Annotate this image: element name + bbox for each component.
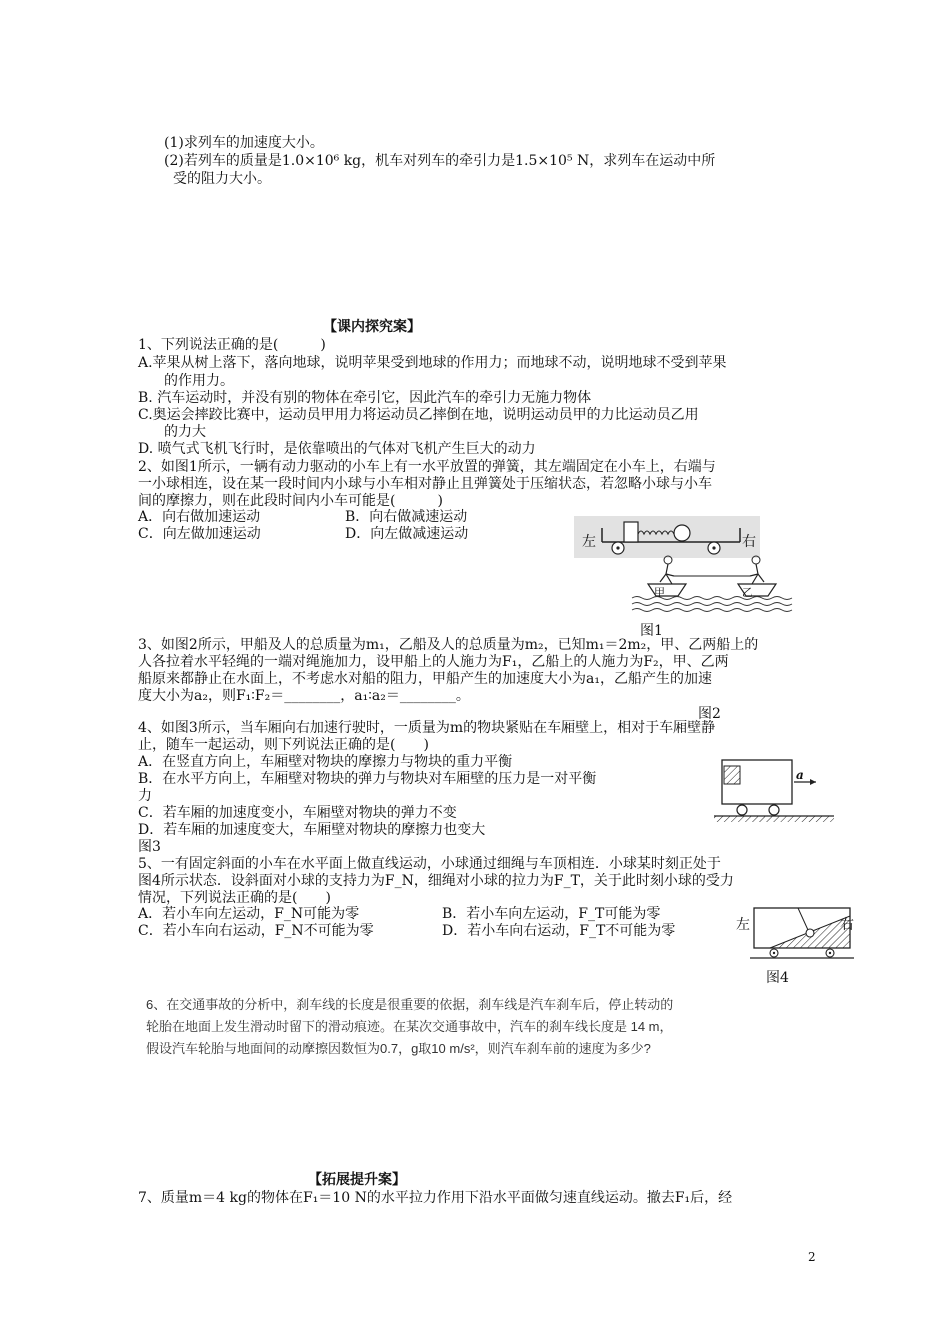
- figure-2-boat-b-label: 乙: [742, 586, 753, 599]
- problem-1-option-c-cont: 的力大: [164, 424, 206, 440]
- problem-5-option-c: C．若小车向右运动，F_N不可能为零: [138, 923, 374, 939]
- problem-3-line-4: 度大小为a₂，则F₁∶F₂＝________，a₁∶a₂＝________。: [138, 688, 470, 704]
- figure-3-carriage-diagram: [712, 756, 836, 828]
- problem-1-option-a: A.苹果从树上落下，落向地球，说明苹果受到地球的作用力；而地球不动，说明地球不受到苹果: [138, 355, 727, 371]
- figure-2-caption: 图2: [698, 706, 721, 722]
- problem-5-line-2: 图4所示状态．设斜面对小球的支持力为F_N，细绳对小球的拉力为F_T，关于此时刻小球的受力: [138, 873, 734, 889]
- problem-1-option-b: B. 汽车运动时，并没有别的物体在牵引它，因此汽车的牵引力无施力物体: [138, 390, 592, 406]
- page-number: 2: [808, 1250, 816, 1264]
- problem-4-option-b: B．在水平方向上，车厢壁对物块的弹力与物块对车厢壁的压力是一对平衡: [138, 771, 597, 787]
- problem-6-line-2: 轮胎在地面上发生滑动时留下的滑动痕迹。在某次交通事故中，汽车的刹车线长度是 14 m，: [146, 1019, 673, 1034]
- problem-2-line-3: 间的摩擦力，则在此段时间内小车可能是( ): [138, 493, 443, 509]
- section-heading-extension: 【拓展提升案】: [308, 1172, 406, 1188]
- problem-2-line-1: 2、如图1所示，一辆有动力驱动的小车上有一水平放置的弹簧，其左端固定在小车上，右端与: [138, 459, 716, 475]
- problem-4-option-d: D．若车厢的加速度变大，车厢壁对物块的摩擦力也变大: [138, 822, 486, 838]
- figure-4-caption: 图4: [766, 970, 789, 986]
- figure-1-caption: 图1: [640, 623, 663, 639]
- problem-2-option-a: A．向右做加速运动: [138, 509, 261, 525]
- section-heading-in-class: 【课内探究案】: [323, 319, 421, 335]
- intro-question-1: (1)求列车的加速度大小。: [164, 135, 324, 151]
- problem-2-option-d: D．向左做减速运动: [345, 526, 469, 542]
- problem-5-option-b: B．若小车向左运动，F_T可能为零: [442, 906, 661, 922]
- figure-4-incline-cart-diagram: [750, 906, 854, 964]
- problem-1-option-d: D. 喷气式飞机飞行时，是依靠喷出的气体对飞机产生巨大的动力: [138, 441, 536, 457]
- problem-1-option-c: C.奥运会摔跤比赛中，运动员甲用力将运动员乙摔倒在地，说明运动员甲的力比运动员乙用: [138, 407, 699, 423]
- problem-1-stem: 1、下列说法正确的是( ): [138, 337, 326, 353]
- problem-6-line-1: 6、在交通事故的分析中，刹车线的长度是很重要的依据，刹车线是汽车刹车后，停止转动的: [146, 997, 674, 1012]
- problem-5-option-d: D．若小车向右运动，F_T不可能为零: [442, 923, 676, 939]
- problem-3-line-2: 人各拉着水平轻绳的一端对绳施加力，设甲船上的人施力为F₁，乙船上的人施力为F₂，甲、乙两: [138, 654, 729, 670]
- figure-3-acceleration-label: a: [796, 768, 804, 782]
- problem-1-option-a-cont: 的作用力。: [164, 373, 234, 389]
- problem-4-option-c: C．若车厢的加速度变小，车厢壁对物块的弹力不变: [138, 805, 457, 821]
- problem-3-line-1: 3、如图2所示，甲船及人的总质量为m₁，乙船及人的总质量为m₂，已知m₁＝2m₂，甲、乙两船上的: [138, 637, 759, 653]
- figure-3-caption: 图3: [138, 839, 161, 855]
- problem-4-line-1: 4、如图3所示，当车厢向右加速行驶时，一质量为m的物块紧贴在车厢壁上，相对于车厢壁静: [138, 720, 716, 736]
- problem-4-option-b-cont: 力: [138, 788, 152, 804]
- problem-4-line-2: 止，随车一起运动，则下列说法正确的是( ): [138, 737, 429, 753]
- problem-5-line-3: 情况，下列说法正确的是( ): [138, 890, 331, 906]
- problem-3-line-3: 船原来都静止在水面上，不考虑水对船的阻力，甲船产生的加速度大小为a₁，乙船产生的加速: [138, 671, 712, 687]
- problem-5-line-1: 5、一有固定斜面的小车在水平面上做直线运动，小球通过细绳与车顶相连．小球某时刻正处于: [138, 856, 721, 872]
- figure-4-right-label: 右: [840, 917, 854, 933]
- problem-5-option-a: A．若小车向左运动，F_N可能为零: [138, 906, 360, 922]
- figure-1-left-label: 左: [582, 534, 596, 550]
- problem-2-line-2: 一小球相连，设在某一段时间内小球与小车相对静止且弹簧处于压缩状态，若忽略小球与小车: [138, 476, 712, 492]
- problem-4-option-a: A．在竖直方向上，车厢壁对物块的摩擦力与物块的重力平衡: [138, 754, 513, 770]
- figure-4-left-label: 左: [736, 917, 750, 933]
- problem-7-line-1: 7、质量m＝4 kg的物体在F₁＝10 N的水平拉力作用下沿水平面做匀速直线运动。撤去F₁后，经: [138, 1190, 733, 1206]
- figure-2-boat-a-label: 甲: [654, 586, 665, 599]
- problem-2-option-c: C．向左做加速运动: [138, 526, 261, 542]
- figure-1-right-label: 右: [742, 534, 756, 550]
- problem-2-option-b: B．向右做减速运动: [345, 509, 468, 525]
- intro-question-2-cont: 受的阻力大小。: [173, 171, 271, 187]
- figure-1-cart-diagram: [574, 516, 760, 558]
- intro-question-2: (2)若列车的质量是1.0×10⁶ kg，机车对列车的牵引力是1.5×10⁵ N，求列车在运动中所: [164, 153, 716, 169]
- problem-6-line-3: 假设汽车轮胎与地面间的动摩擦因数恒为0.7，g取10 m/s²，则汽车刹车前的速度为多少?: [146, 1041, 651, 1056]
